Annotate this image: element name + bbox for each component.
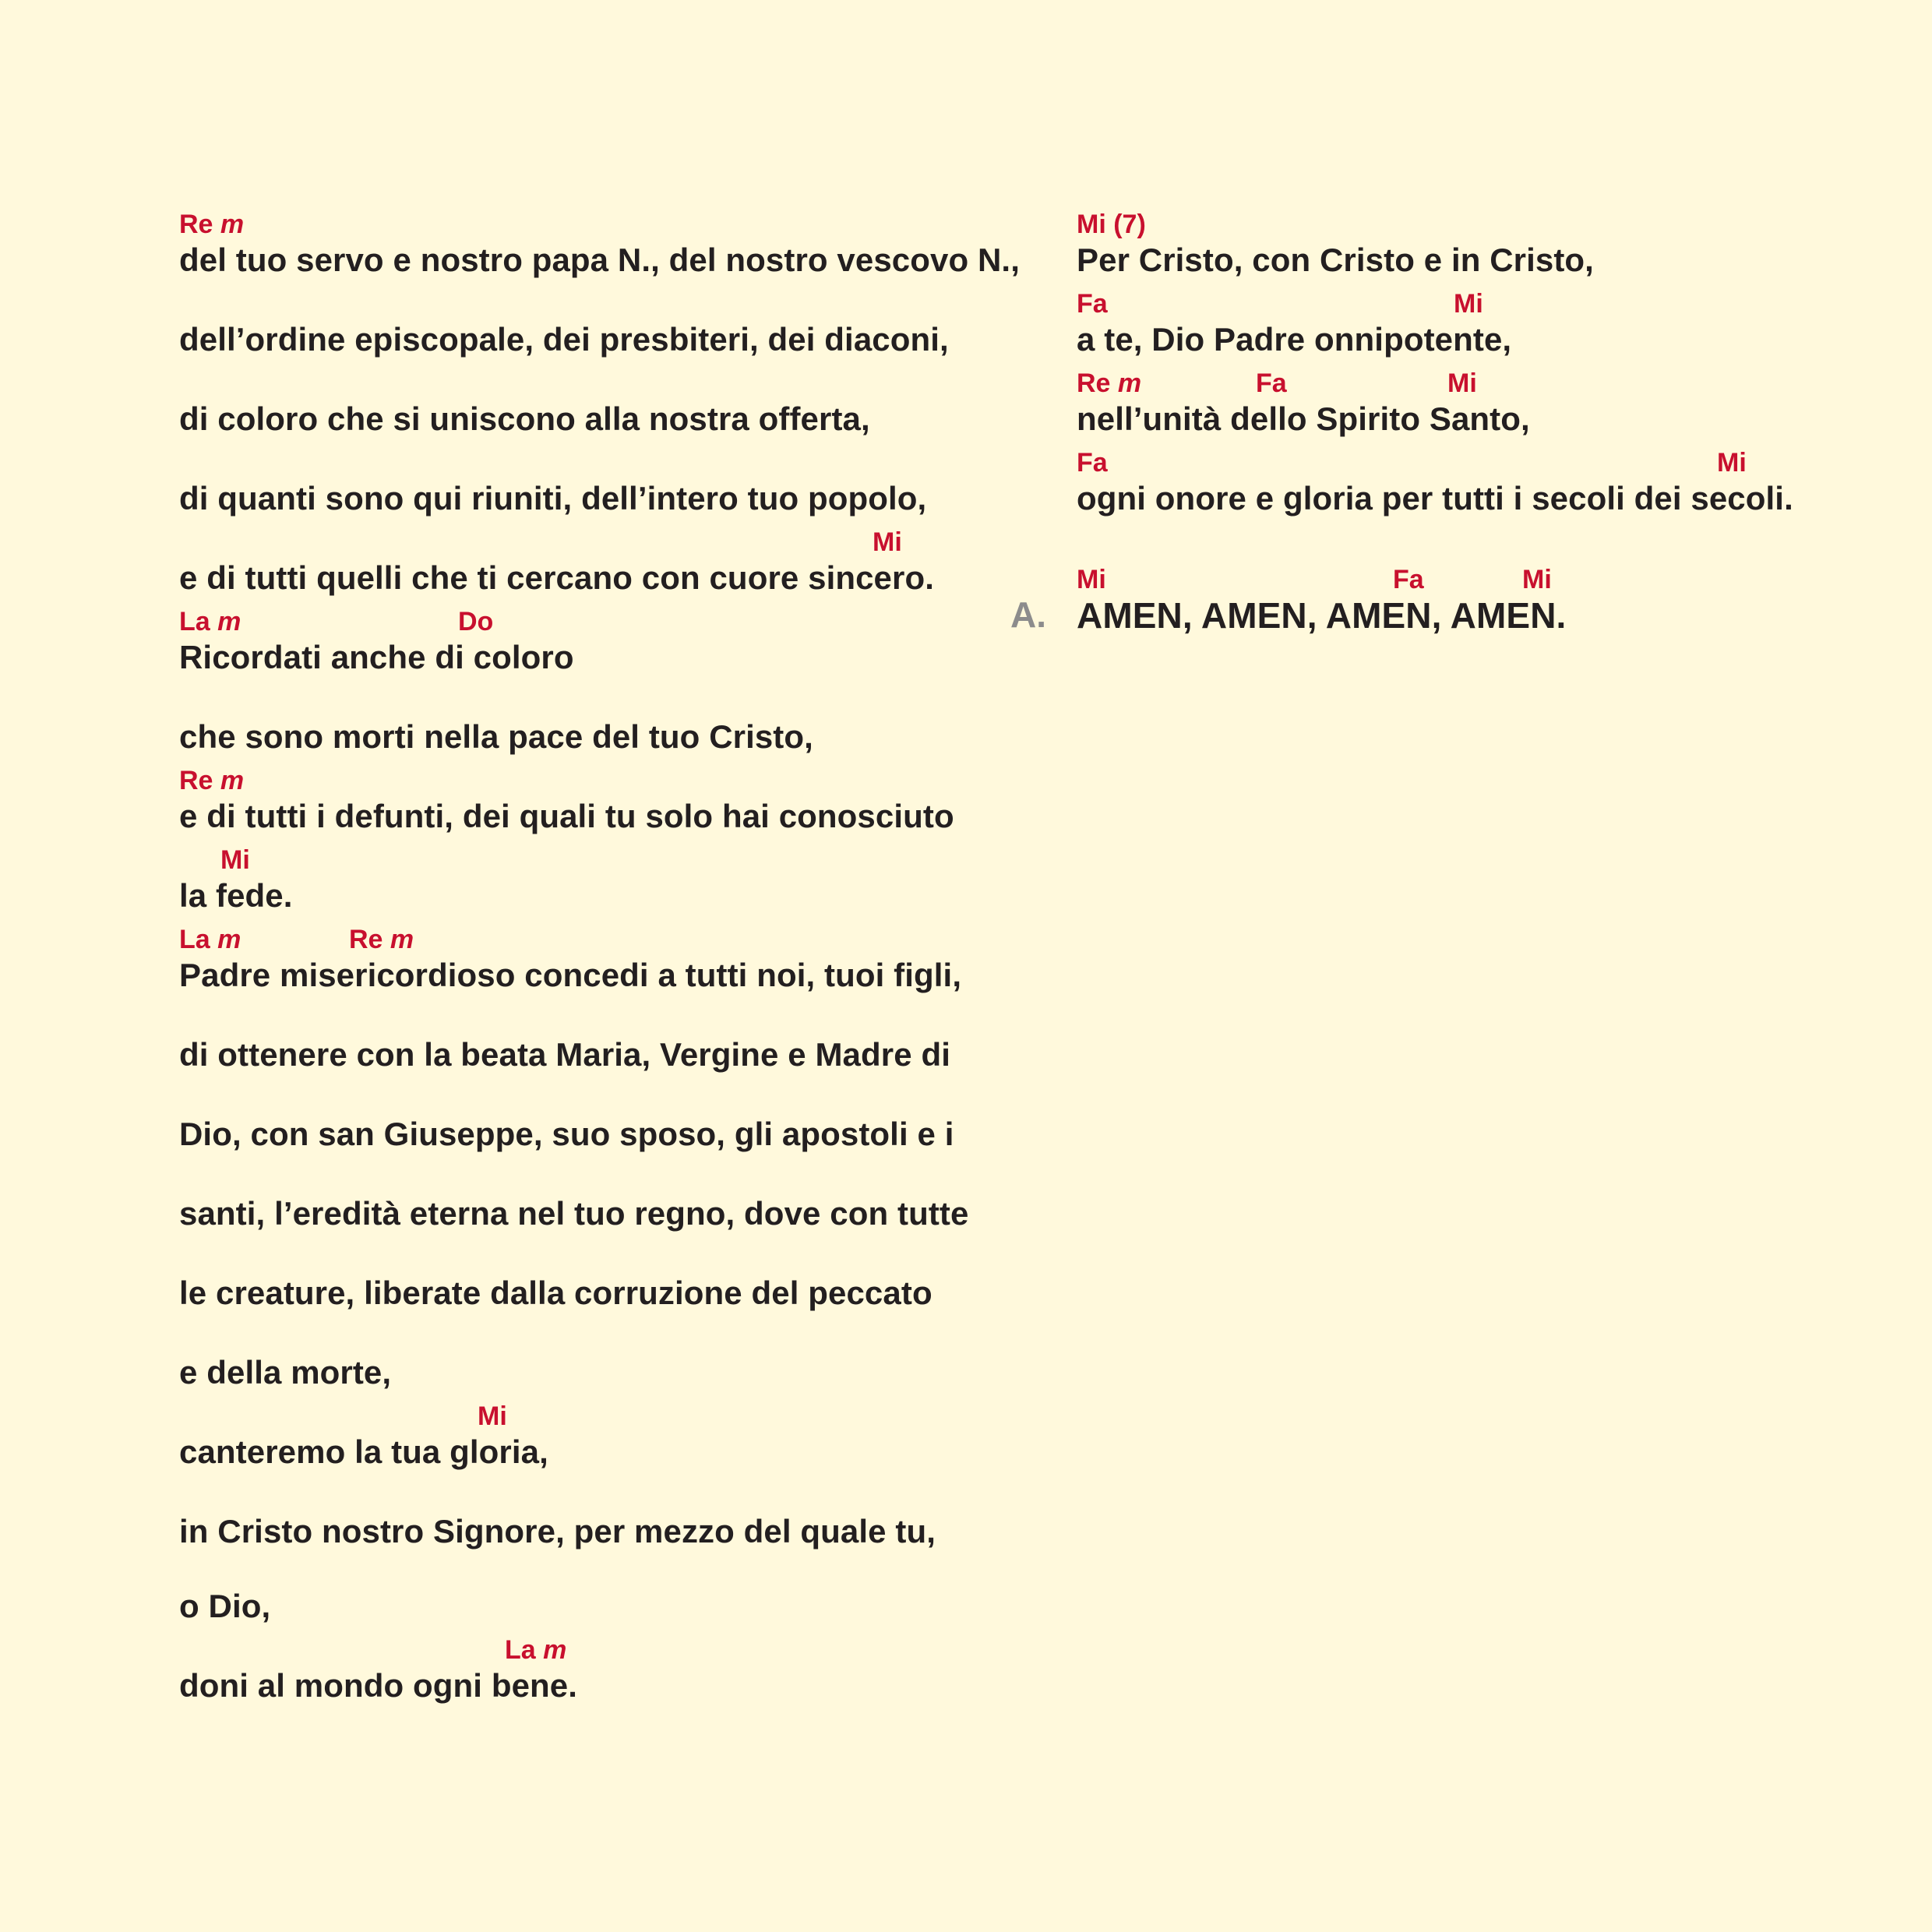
lyric-line: canteremo la tua gloria, [179,1433,548,1470]
chord: Mi [873,527,902,557]
lyric-line: Padre misericordioso concedi a tutti noi, tuoi figli, [179,957,962,993]
lyric-line: di ottenere con la beata Maria, Vergine e Madre di [179,1036,950,1073]
lyric-line: di coloro che si uniscono alla nostra offerta, [179,400,870,437]
chord: Mi [478,1401,507,1431]
response-label: A. [1010,594,1046,635]
chord: Do [458,607,494,636]
chord: Fa [1077,448,1108,478]
lyric-line: ogni onore e gloria per tutti i secoli dei secoli. [1077,480,1793,516]
lyric-line: di quanti sono qui riuniti, dell’intero tuo popolo, [179,480,927,516]
chord: La m [179,607,242,636]
lyric-line: nell’unità dello Spirito Santo, [1077,400,1530,437]
lyric-line: dell’ordine episcopale, dei presbiteri, dei diaconi, [179,321,949,358]
lyric-line: doni al mondo ogni bene. [179,1667,578,1704]
lyric-line: la fede. [179,877,293,914]
amen-response: AMEN, AMEN, AMEN, AMEN. [1077,595,1567,636]
chord: Mi [1077,565,1106,594]
lyric-line: o Dio, [179,1588,271,1624]
lyric-line: e di tutti i defunti, dei quali tu solo hai conosciuto [179,798,954,834]
chord: Mi [1447,368,1477,398]
lyric-line: che sono morti nella pace del tuo Cristo, [179,718,813,755]
chord: Mi (7) [1077,210,1146,239]
chord: Mi [1522,565,1552,594]
chord: Fa [1256,368,1287,398]
chord: Re m [1077,368,1142,398]
chord: Re m [179,766,245,795]
chord: La m [505,1635,567,1665]
chord: Re m [179,210,245,239]
chord: Fa [1393,565,1424,594]
lyric-line: Ricordati anche di coloro [179,639,574,675]
lyric-line: in Cristo nostro Signore, per mezzo del quale tu, [179,1513,936,1549]
lyric-line: santi, l’eredità eterna nel tuo regno, dove con tutte [179,1195,969,1232]
lyric-line: a te, Dio Padre onnipotente, [1077,321,1512,358]
lyric-line: e di tutti quelli che ti cercano con cuore sincero. [179,559,934,596]
lyric-line: Dio, con san Giuseppe, suo sposo, gli apostoli e i [179,1116,954,1152]
chord: Mi [1717,448,1747,478]
lyric-line: del tuo servo e nostro papa N., del nostro vescovo N., [179,242,1020,278]
chord: Mi [220,845,250,875]
chord: Mi [1454,289,1483,319]
lyric-line: le creature, liberate dalla corruzione del peccato [179,1274,933,1311]
chord: Re m [349,925,414,954]
lyric-line: e della morte, [179,1354,392,1391]
lyric-line: Per Cristo, con Cristo e in Cristo, [1077,242,1594,278]
chord: Fa [1077,289,1108,319]
chord: La m [179,925,242,954]
